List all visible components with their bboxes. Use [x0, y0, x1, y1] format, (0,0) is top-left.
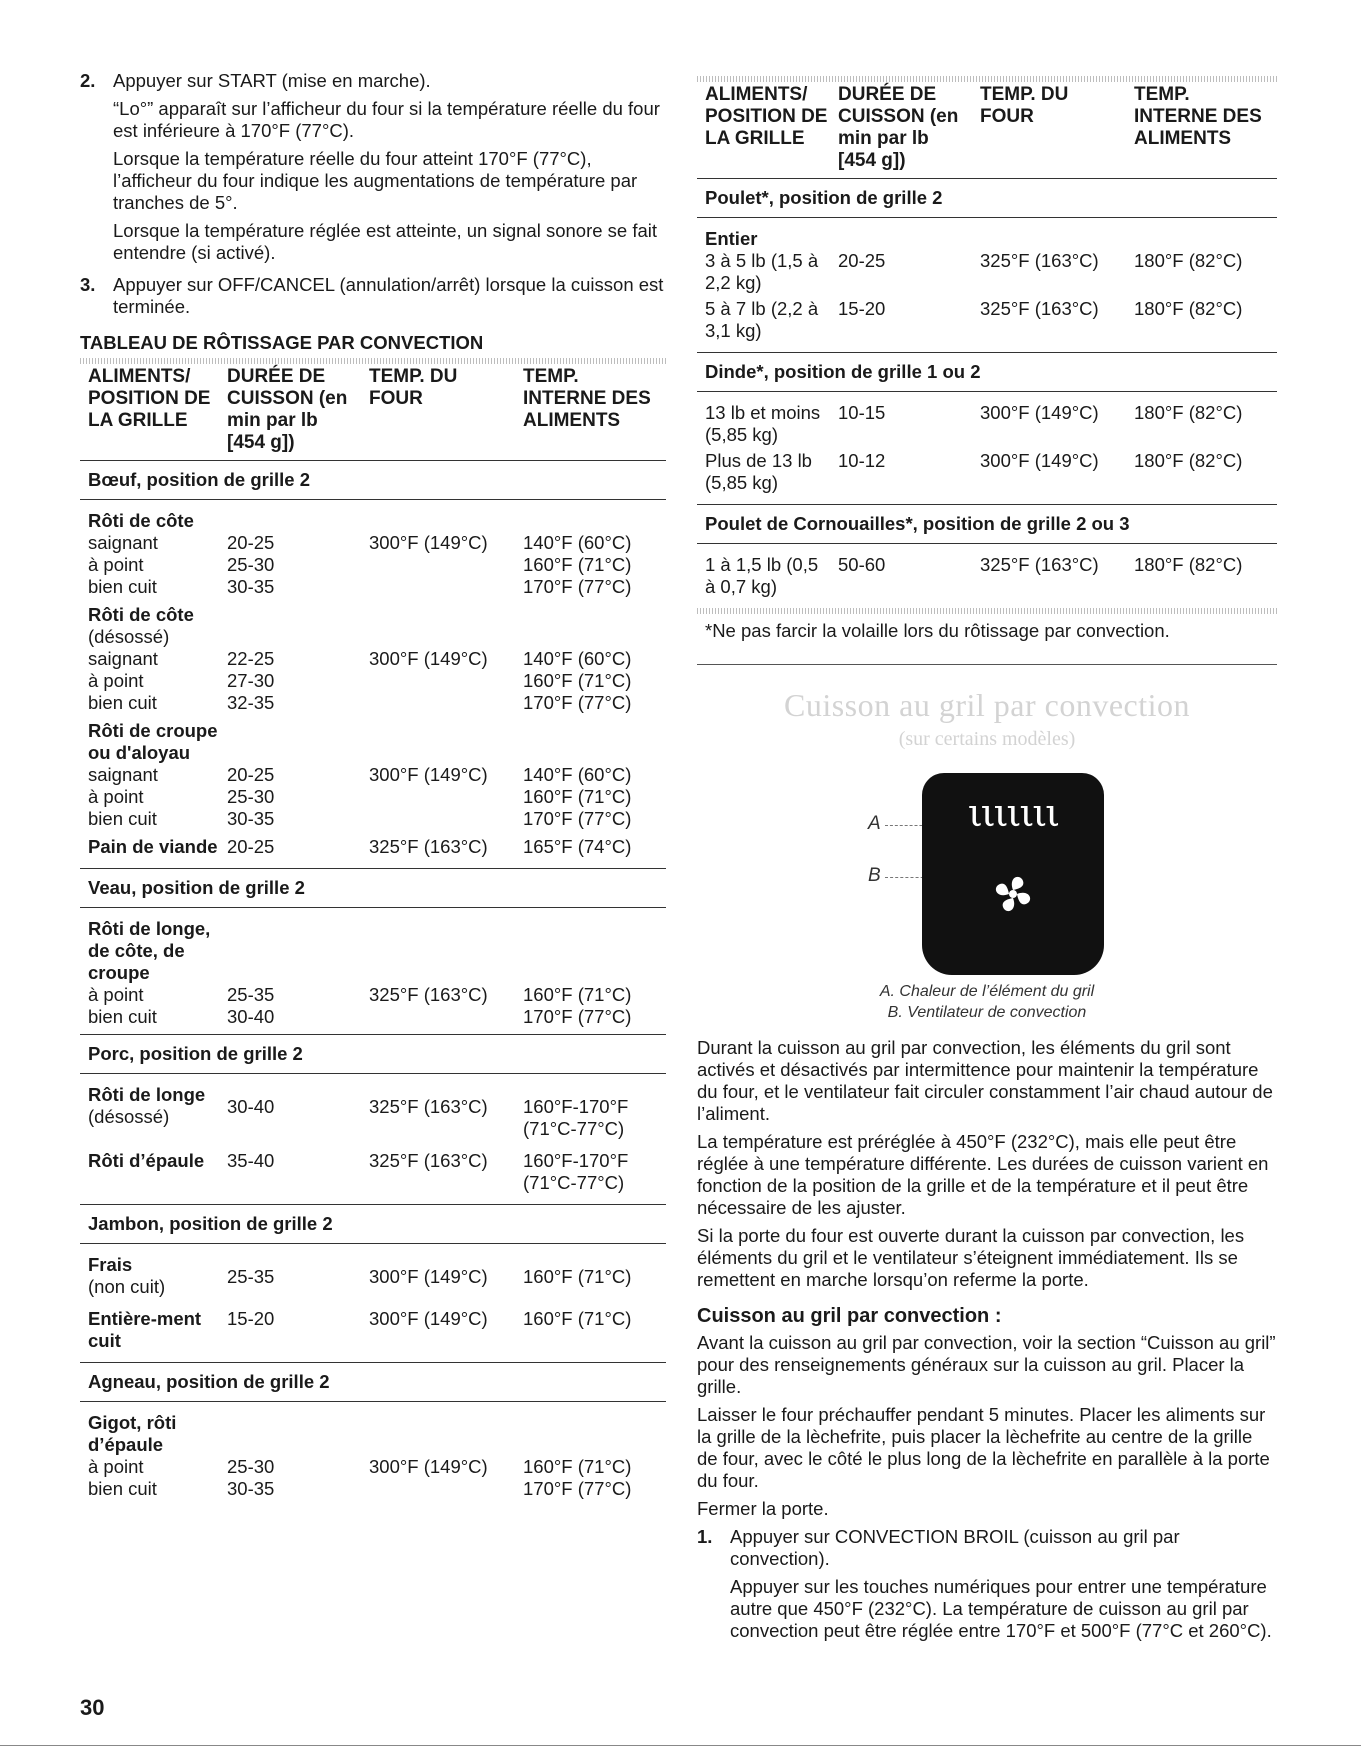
oven-temp-cell: 300°F (149°C) [980, 402, 1099, 423]
duration-cell: 20-25 [227, 836, 275, 857]
step-paragraph: Appuyer sur OFF/CANCEL (annulation/arrêt) lorsque la cuisson est terminée. [113, 274, 664, 317]
table-row [80, 1308, 666, 1352]
step-body [113, 70, 666, 270]
left-column [80, 70, 666, 1506]
table-row [80, 1074, 666, 1141]
food-name: Entière-ment cuit [88, 1308, 202, 1351]
food-name: Pain de viande [88, 836, 218, 857]
duration-cell: 20-25 [227, 532, 275, 553]
section-subtitle: (sur certains modèles) [898, 728, 1076, 750]
food-cell: 3 à 5 lb (1,5 à 2,2 kg) [705, 250, 819, 293]
duration-cell: 10-12 [838, 450, 886, 471]
oven-cavity-illustration [922, 773, 1104, 975]
section-header-row [697, 179, 1277, 218]
internal-temp-cell: 180°F (82°C) [1134, 450, 1243, 471]
row-spacer [80, 1352, 666, 1363]
paragraph: Laisser le four préchauffer pendant 5 minutes. Placer les aliments sur la grille de la lèchefrite, puis placer la lèchefrite au centre de la grille de four, avec le côté le plus long de la lèchefrite en parallèle à la porte du four. [697, 1404, 1270, 1491]
empty-cell [515, 1402, 666, 1457]
internal-temp-cell: 160°F (71°C) [523, 1308, 632, 1329]
oven-temp-cell: 325°F (163°C) [369, 1150, 488, 1171]
empty-cell [219, 500, 361, 533]
group-header-row [80, 908, 666, 985]
page-number: 30 [80, 1695, 105, 1720]
empty-cell [219, 1402, 361, 1457]
duration-cell: 25-35 [227, 1266, 275, 1287]
table-row [697, 450, 1277, 494]
step-item [697, 1526, 1277, 1648]
row-spacer [80, 858, 666, 869]
food-cell [80, 1074, 219, 1141]
duration-cell: 25-35 [227, 984, 275, 1005]
right-table-header-row [697, 82, 1277, 179]
oven-temp-cell: 325°F (163°C) [369, 836, 488, 857]
step-item [80, 70, 666, 270]
empty-cell [361, 908, 515, 985]
header-internal-temp: TEMP. INTERNE DES ALIMENTS [1134, 84, 1262, 149]
food-cell: 1 à 1,5 lb (0,5 à 0,7 kg) [705, 554, 819, 597]
empty-cell [219, 908, 361, 985]
food-detail: (désossé) [88, 626, 170, 647]
food-cell: saignant [88, 648, 158, 669]
internal-temp-cell: 160°F-170°F (71°C-77°C) [523, 1150, 629, 1193]
step-paragraph: Appuyer sur les touches numériques pour entrer une température autre que 450°F (232°C). La température de cuisson au gril par convection peut être réglée entre 170°F et 500°F (77°C et 260°C). [730, 1576, 1272, 1641]
table-header-row [80, 364, 666, 461]
empty-cell [361, 500, 515, 533]
row-spacer [80, 1298, 666, 1308]
section-title: Poulet de Cornouailles*, position de grille 2 ou 3 [697, 505, 1277, 544]
header-duration: DURÉE DE CUISSON (en min par lb [454 g]) [227, 366, 348, 453]
internal-temp-cell: 140°F (60°C) [523, 648, 632, 669]
step-paragraph: Appuyer sur START (mise en marche). [113, 70, 431, 91]
table-row [80, 1478, 666, 1500]
internal-temp-cell: 170°F (77°C) [523, 1006, 632, 1027]
right-table-bottom-hatch [697, 608, 1277, 614]
oven-temp-cell: 325°F (163°C) [980, 250, 1099, 271]
table-row [80, 1006, 666, 1028]
duration-cell: 30-40 [227, 1006, 275, 1027]
empty-cell [219, 720, 361, 764]
empty-cell [830, 218, 972, 251]
section-header-row [80, 869, 666, 908]
internal-temp-cell: 160°F (71°C) [523, 554, 632, 575]
food-cell: bien cuit [88, 1006, 157, 1027]
food-cell [80, 1150, 219, 1194]
food-name: Rôti de côte [88, 510, 194, 531]
empty-cell [515, 720, 666, 764]
empty-cell [1126, 218, 1277, 251]
food-cell: bien cuit [88, 808, 157, 829]
header-food: ALIMENTS/ POSITION DE LA GRILLE [88, 366, 211, 431]
section-header-row [697, 353, 1277, 392]
duration-cell: 20-25 [838, 250, 886, 271]
food-cell: bien cuit [88, 1478, 157, 1499]
internal-temp-cell: 160°F (71°C) [523, 1456, 632, 1477]
paragraph: La température est préréglée à 450°F (232°C), mais elle peut être réglée à une température différente. Les durées de cuisson varient en fonction de la position de la grille et de la température et il peut être nécessaire de les ajuster. [697, 1131, 1269, 1218]
heat-waves-icon: ιιιιιιι [967, 791, 1059, 835]
oven-temp-cell: 300°F (149°C) [369, 1308, 488, 1329]
figure-captions [697, 981, 1277, 1023]
food-cell: 13 lb et moins (5,85 kg) [705, 402, 821, 445]
section-header-row [80, 1205, 666, 1244]
step-paragraph: “Lo°” apparaît sur l’afficheur du four si la température réelle du four est inférieure à 170°F (77°C). [113, 98, 660, 141]
food-cell [80, 500, 219, 533]
food-cell [80, 1308, 219, 1352]
food-cell [80, 604, 219, 648]
internal-temp-cell: 170°F (77°C) [523, 1478, 632, 1499]
oven-temp-cell [361, 692, 515, 714]
oven-temp-cell [361, 1478, 515, 1500]
duration-cell: 25-30 [227, 786, 275, 807]
table-footnote: *Ne pas farcir la volaille lors du rôtissage par convection. [705, 620, 1170, 641]
header-duration: DURÉE DE CUISSON (en min par lb [454 g]) [838, 84, 959, 171]
empty-cell [515, 500, 666, 533]
header-food: ALIMENTS/ POSITION DE LA GRILLE [705, 84, 828, 149]
internal-temp-cell: 160°F (71°C) [523, 786, 632, 807]
food-name: Rôti de côte [88, 604, 194, 625]
duration-cell: 30-40 [227, 1096, 275, 1117]
food-cell: saignant [88, 764, 158, 785]
duration-cell: 50-60 [838, 554, 886, 575]
bottom-rule [0, 1745, 1361, 1746]
food-cell: Plus de 13 lb (5,85 kg) [705, 450, 812, 493]
internal-temp-cell: 140°F (60°C) [523, 532, 632, 553]
step-body [730, 1526, 1277, 1648]
duration-cell: 35-40 [227, 1150, 275, 1171]
oven-temp-cell: 325°F (163°C) [980, 554, 1099, 575]
table-row [697, 298, 1277, 342]
food-name: Rôti de longe [88, 1084, 206, 1105]
duration-cell: 10-15 [838, 402, 886, 423]
right-column [697, 76, 1277, 1652]
paragraph: Si la porte du four est ouverte durant la cuisson par convection, les éléments du gril et le ventilateur s’éteignent immédiatement. Ils se remettent en marche lorsqu’on referme la porte. [697, 1225, 1245, 1290]
empty-cell [219, 604, 361, 648]
internal-temp-cell: 140°F (60°C) [523, 764, 632, 785]
duration-cell: 15-20 [227, 1308, 275, 1329]
step-number: 3. [80, 274, 96, 295]
oven-temp-cell [361, 1006, 515, 1028]
paragraph: Fermer la porte. [697, 1498, 829, 1519]
oven-figure [697, 761, 1277, 971]
section-title: Porc, position de grille 2 [80, 1035, 666, 1074]
table-title: TABLEAU DE RÔTISSAGE PAR CONVECTION [80, 332, 484, 353]
oven-temp-cell [361, 576, 515, 598]
poultry-roast-table [697, 82, 1277, 608]
empty-cell [361, 720, 515, 764]
food-cell: à point [88, 1456, 144, 1477]
subheading: Cuisson au gril par convection : [697, 1305, 1002, 1327]
table-row [697, 250, 1277, 294]
food-detail: (désossé) [88, 1106, 170, 1127]
oven-temp-cell [361, 786, 515, 808]
duration-cell: 30-35 [227, 808, 275, 829]
empty-cell [972, 218, 1126, 251]
food-name: Rôti de croupe ou d'aloyau [88, 720, 218, 763]
food-name: Rôti d’épaule [88, 1150, 205, 1171]
section-header-row [80, 461, 666, 500]
food-cell [80, 1402, 219, 1457]
table-row [80, 554, 666, 576]
internal-temp-cell: 160°F (71°C) [523, 984, 632, 1005]
section-title: Veau, position de grille 2 [80, 869, 666, 908]
fan-icon [990, 871, 1036, 917]
step-item [80, 274, 666, 324]
duration-cell: 30-35 [227, 1478, 275, 1499]
table-row [80, 808, 666, 830]
oven-temp-cell: 300°F (149°C) [369, 764, 488, 785]
section-title: Agneau, position de grille 2 [80, 1363, 666, 1402]
table-row [80, 984, 666, 1006]
duration-cell: 22-25 [227, 648, 275, 669]
food-cell [697, 218, 830, 251]
oven-temp-cell [361, 808, 515, 830]
table-row [80, 1150, 666, 1194]
internal-temp-cell: 170°F (77°C) [523, 576, 632, 597]
duration-cell: 30-35 [227, 576, 275, 597]
food-cell [80, 908, 219, 985]
figure-label-b: B [868, 865, 881, 886]
empty-cell [361, 1402, 515, 1457]
section-title: Jambon, position de grille 2 [80, 1205, 666, 1244]
section-header-row [80, 1035, 666, 1074]
section-header-row [80, 1363, 666, 1402]
intro-paragraphs [697, 1037, 1277, 1291]
oven-temp-cell: 325°F (163°C) [369, 984, 488, 1005]
food-name: Frais [88, 1254, 133, 1275]
internal-temp-cell: 180°F (82°C) [1134, 402, 1243, 423]
food-cell [80, 1244, 219, 1299]
step-paragraph: Lorsque la température réglée est atteinte, un signal sonore se fait entendre (si activé). [113, 220, 658, 263]
food-cell [80, 720, 219, 764]
row-spacer [80, 1500, 666, 1506]
food-cell: à point [88, 670, 144, 691]
table-row [80, 764, 666, 786]
oven-temp-cell: 325°F (163°C) [980, 298, 1099, 319]
internal-temp-cell: 170°F (77°C) [523, 692, 632, 713]
section-title: Dinde*, position de grille 1 ou 2 [697, 353, 1277, 392]
table-row [80, 692, 666, 714]
duration-cell: 32-35 [227, 692, 275, 713]
row-spacer [80, 1140, 666, 1150]
food-cell [80, 836, 219, 858]
internal-temp-cell: 180°F (82°C) [1134, 298, 1243, 319]
table-row [80, 836, 666, 858]
section-title: Poulet*, position de grille 2 [697, 179, 1277, 218]
table-row [80, 1456, 666, 1478]
section-divider [697, 664, 1277, 665]
table-row [80, 670, 666, 692]
empty-cell [361, 604, 515, 648]
group-header-row [80, 604, 666, 648]
convection-roast-table [80, 364, 666, 1506]
food-cell: bien cuit [88, 576, 157, 597]
oven-temp-cell: 300°F (149°C) [369, 532, 488, 553]
internal-temp-cell: 180°F (82°C) [1134, 554, 1243, 575]
step-number: 2. [80, 70, 96, 91]
duration-cell: 15-20 [838, 298, 886, 319]
internal-temp-cell: 170°F (77°C) [523, 808, 632, 829]
duration-cell: 27-30 [227, 670, 275, 691]
table-row [80, 532, 666, 554]
step-body [113, 274, 666, 324]
group-header-row [697, 218, 1277, 251]
header-oven-temp: TEMP. DU FOUR [980, 84, 1069, 127]
oven-temp-cell: 325°F (163°C) [369, 1096, 488, 1117]
table-row [80, 1244, 666, 1299]
header-internal-temp: TEMP. INTERNE DES ALIMENTS [523, 366, 651, 431]
caption-a: A. Chaleur de l’élément du gril [879, 983, 1095, 1000]
step-number: 1. [697, 1526, 713, 1547]
section-title: Cuisson au gril par convection [783, 687, 1191, 723]
food-name: Entier [705, 228, 758, 249]
header-oven-temp: TEMP. DU FOUR [369, 366, 458, 409]
section-header-row [697, 505, 1277, 544]
table-row [697, 392, 1277, 447]
paragraph: Avant la cuisson au gril par convection, voir la section “Cuisson au gril” pour des renseignements généraux sur la cuisson au gril. Placer la grille. [697, 1332, 1276, 1397]
step-paragraph: Appuyer sur CONVECTION BROIL (cuisson au gril par convection). [730, 1526, 1180, 1569]
paragraph: Durant la cuisson au gril par convection, les éléments du gril sont activés et désactivés par intermittence pour maintenir la température du four, et le ventilateur fait circuler constamment l’air chaud autour de l’aliment. [697, 1037, 1273, 1124]
figure-label-a: A [868, 813, 881, 834]
right-table-body [697, 179, 1277, 609]
empty-cell [515, 604, 666, 648]
food-cell: bien cuit [88, 692, 157, 713]
food-cell: 5 à 7 lb (2,2 à 3,1 kg) [705, 298, 819, 341]
empty-cell [515, 908, 666, 985]
table-row [697, 544, 1277, 599]
group-header-row [80, 500, 666, 533]
right-steps-list [697, 1526, 1277, 1648]
internal-temp-cell: 165°F (74°C) [523, 836, 632, 857]
duration-cell: 25-30 [227, 1456, 275, 1477]
internal-temp-cell: 160°F (71°C) [523, 1266, 632, 1287]
oven-temp-cell [361, 554, 515, 576]
section-title: Bœuf, position de grille 2 [80, 461, 666, 500]
internal-temp-cell: 180°F (82°C) [1134, 250, 1243, 271]
left-steps-list [80, 70, 666, 324]
oven-temp-cell: 300°F (149°C) [369, 1266, 488, 1287]
food-cell: à point [88, 786, 144, 807]
table-row [80, 786, 666, 808]
oven-temp-cell: 300°F (149°C) [369, 648, 488, 669]
row-spacer [80, 1194, 666, 1205]
internal-temp-cell: 160°F-170°F (71°C-77°C) [523, 1096, 629, 1139]
food-cell: à point [88, 984, 144, 1005]
group-header-row [80, 720, 666, 764]
table-row [80, 648, 666, 670]
table-row [80, 576, 666, 598]
food-cell: saignant [88, 532, 158, 553]
table-body [80, 461, 666, 1507]
internal-temp-cell: 160°F (71°C) [523, 670, 632, 691]
group-header-row [80, 1402, 666, 1457]
oven-temp-cell: 300°F (149°C) [369, 1456, 488, 1477]
food-cell: à point [88, 554, 144, 575]
food-name: Rôti de longe, de côte, de croupe [88, 918, 211, 983]
duration-cell: 20-25 [227, 764, 275, 785]
duration-cell: 25-30 [227, 554, 275, 575]
oven-temp-cell: 300°F (149°C) [980, 450, 1099, 471]
step-paragraph: Lorsque la température réelle du four atteint 170°F (77°C), l’afficheur du four indique les augmentations de température par tranches de 5°. [113, 148, 638, 213]
oven-temp-cell [361, 670, 515, 692]
caption-b: B. Ventilateur de convection [887, 1004, 1087, 1021]
food-name: Gigot, rôti d’épaule [88, 1412, 177, 1455]
food-detail: (non cuit) [88, 1276, 166, 1297]
